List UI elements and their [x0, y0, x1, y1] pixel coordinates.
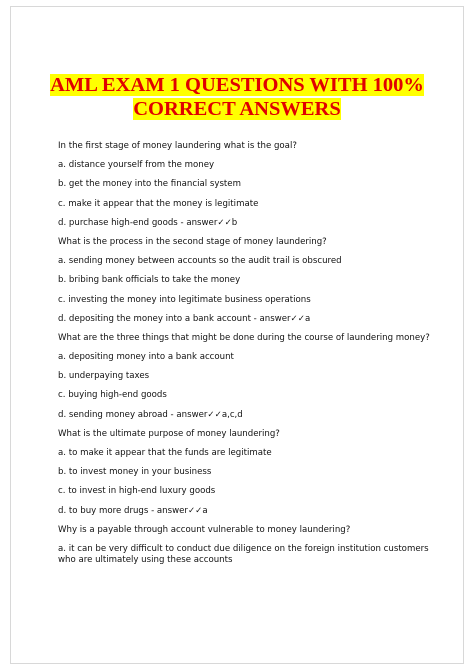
question-4-option-a: a. to make it appear that the funds are legitimate: [58, 448, 272, 458]
document-title: [11, 73, 463, 121]
question-2-option-a: a. sending money between accounts so the audit trail is obscured: [58, 256, 342, 267]
question-4-option-b: b. to invest money in your business: [58, 467, 212, 478]
question-1-option-b: b. get the money into the financial system: [58, 179, 241, 190]
question-4: What is the ultimate purpose of money laundering?: [58, 428, 280, 439]
question-3: What are the three things that might be done during the course of laundering money?: [58, 332, 430, 343]
question-1-option-a: a. distance yourself from the money: [58, 160, 215, 171]
title-line-1: AML EXAM 1 QUESTIONS WITH 100%: [50, 74, 424, 96]
document-body: [58, 141, 443, 574]
document-page: [10, 6, 464, 664]
question-5: Why is a payable through account vulnerable to money laundering?: [58, 524, 351, 535]
question-3-option-d: d. sending money abroad - answer✓✓a,c,d: [58, 409, 243, 420]
question-1-option-c: c. make it appear that the money is legitimate: [58, 198, 259, 209]
question-1-option-d: d. purchase high-end goods - answer✓✓b: [58, 217, 238, 228]
question-1: In the first stage of money laundering what is the goal?: [58, 141, 297, 151]
question-2-option-c: c. investing the money into legitimate business operations: [58, 294, 311, 305]
question-4-option-d: d. to buy more drugs - answer✓✓a: [58, 505, 208, 516]
question-3-option-a: a. depositing money into a bank account: [58, 352, 234, 363]
question-3-option-c: c. buying high-end goods: [58, 390, 167, 401]
question-2-option-d: d. depositing the money into a bank account - answer✓✓a: [58, 313, 311, 324]
question-4-option-c: c. to invest in high-end luxury goods: [58, 486, 216, 497]
question-5-option-a: a. it can be very difficult to conduct due diligence on the foreign institution customers who are ultimately using these accounts: [58, 543, 429, 565]
question-3-option-b: b. underpaying taxes: [58, 371, 150, 382]
title-line-2: CORRECT ANSWERS: [133, 98, 341, 120]
question-2: What is the process in the second stage of money laundering?: [58, 236, 327, 247]
question-2-option-b: b. bribing bank officials to take the money: [58, 275, 241, 286]
